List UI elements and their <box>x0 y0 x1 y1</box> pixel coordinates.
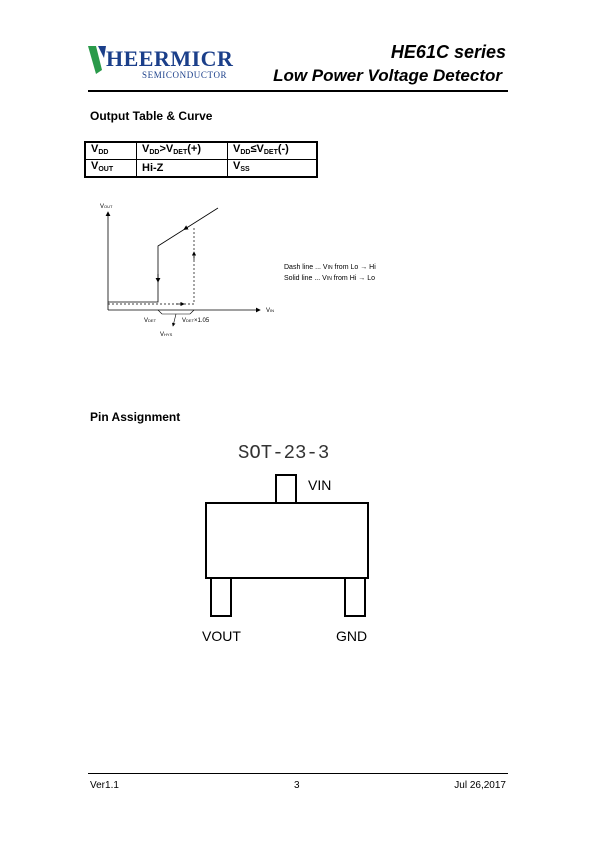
output-table <box>84 141 318 178</box>
company-logo-text: HEERMICR <box>106 46 234 71</box>
pin-assignment-heading: Pin Assignment <box>90 410 181 424</box>
table-cell: $V_{DD}>V_{DET}(+)$ <box>137 142 228 160</box>
table-cell: $V_{SS}$ <box>228 160 318 178</box>
legend-dash-line: Dash line ... VIN from Lo → Hi <box>284 264 376 271</box>
footer-version: Ver1.1 <box>90 780 119 791</box>
hysteresis-pointer <box>173 314 176 326</box>
y-axis-label: VOUT <box>100 204 113 210</box>
x-axis-label: VIN <box>266 308 275 314</box>
vdet-multiplier-label: VDET×1.05 <box>182 318 210 324</box>
package-name: SOT-23-3 <box>238 442 330 464</box>
output-curve-diagram <box>96 196 296 346</box>
pin-vout <box>211 578 231 616</box>
table-row <box>85 142 317 160</box>
header-divider <box>88 90 508 92</box>
pin-vin-label: VIN <box>308 477 332 493</box>
table-row <box>85 160 317 178</box>
pin-vout-label: VOUT <box>202 628 241 644</box>
document-subtitle: Low Power Voltage Detector <box>273 66 502 85</box>
dashed-curve <box>108 228 194 304</box>
table-cell: $V_{DD}\le V_{DET}(-)$ <box>228 142 318 160</box>
footer-divider <box>88 773 508 774</box>
package-body <box>206 503 368 578</box>
table-cell: $V_{OUT}$ <box>85 160 137 178</box>
vdet-label: VDET <box>144 318 157 324</box>
footer-page-number: 3 <box>294 780 300 791</box>
output-table-heading: Output Table & Curve <box>90 109 213 123</box>
footer-date: Jul 26,2017 <box>454 780 506 791</box>
solid-curve <box>108 208 218 302</box>
table-cell: $V_{DD}$ <box>85 142 137 160</box>
vhys-label: VHYS <box>160 332 173 338</box>
pin-vin <box>276 475 296 503</box>
sot23-package-diagram <box>190 430 400 650</box>
solid-arrow-top <box>184 227 188 230</box>
pin-gnd-label: GND <box>336 628 368 644</box>
hysteresis-marker <box>158 310 162 314</box>
company-logo-subtext: SEMICONDUCTOR <box>142 70 228 80</box>
table-cell: Hi-Z <box>137 160 228 178</box>
hysteresis-marker <box>190 310 194 314</box>
legend-solid-line: Solid line ... VIN from Hi → Lo <box>284 275 375 282</box>
pin-gnd <box>345 578 365 616</box>
document-series-title: HE61C series <box>390 42 506 62</box>
